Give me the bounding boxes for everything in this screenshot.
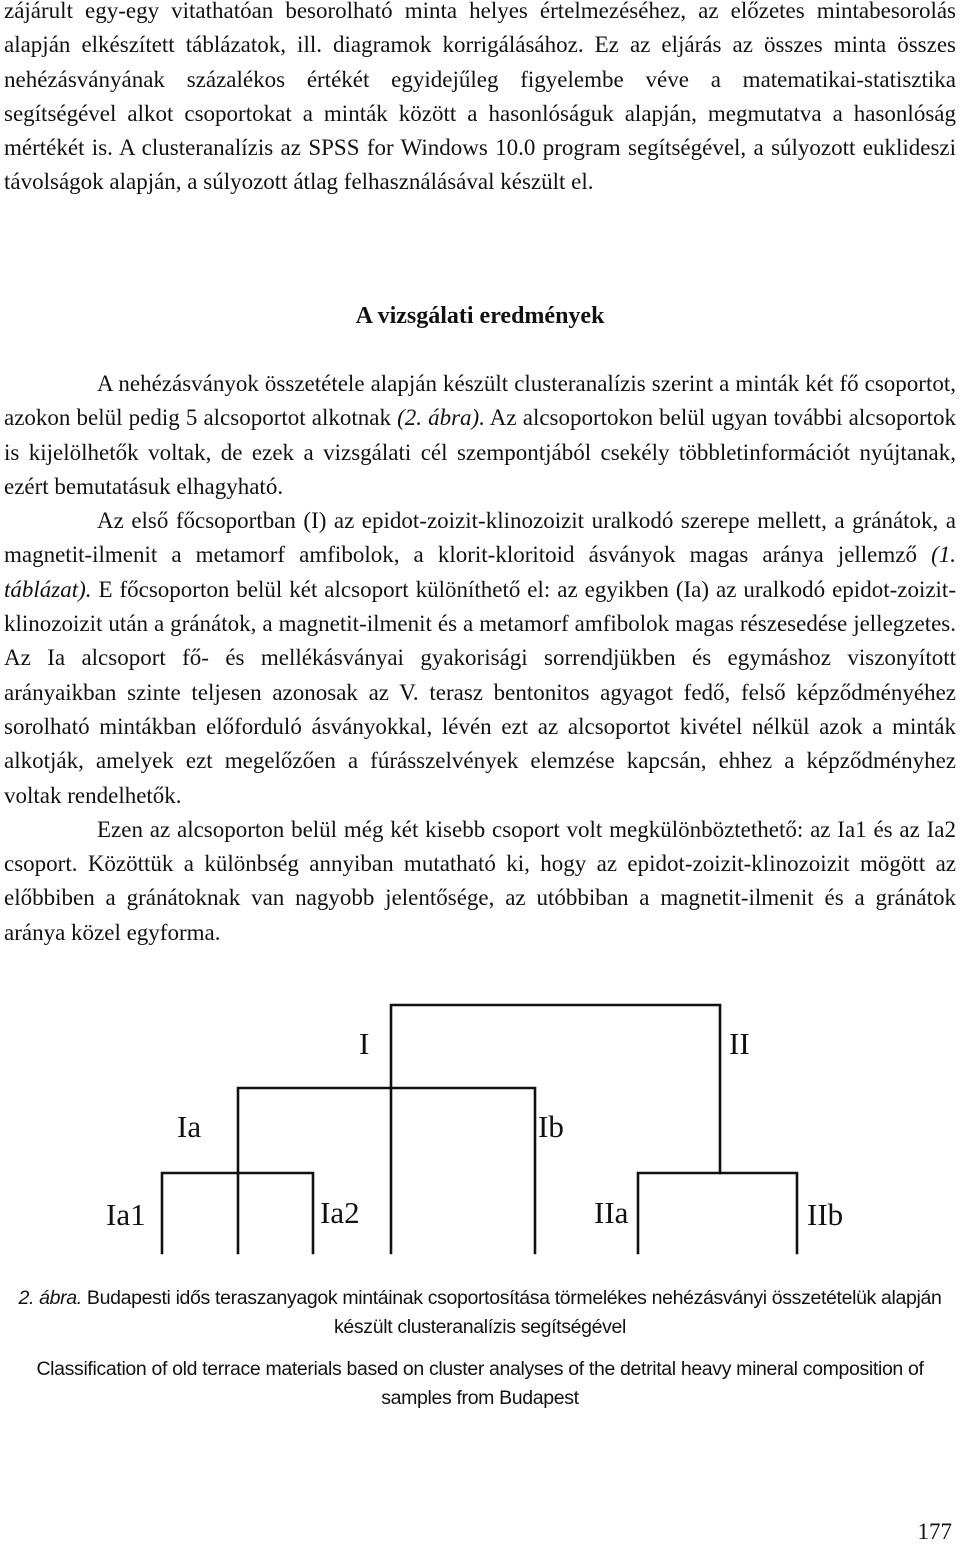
dendrogram [4,995,960,1265]
page-number: 177 [917,1519,952,1544]
paragraph-text: A nehézásványok összetétele alapján készült clusteranalízis szerint a minták két fő csoportot, azokon belül pedig 5 alcsoportot alkotnak [4,371,956,431]
dendrogram-link-i [238,1088,535,1253]
cluster-label-iib: IIb [807,1197,844,1232]
cluster-label-ib: Ib [538,1109,564,1144]
cluster-label-ia1: Ia1 [106,1197,146,1232]
cluster-label-i: I [359,1026,370,1061]
results-section [4,367,956,950]
paragraph-text: Az első főcsoportban (I) az epidot-zoizit-klinozoizit uralkodó szerepe mellett, a gránátok, a magnetit-ilmenit a metamorf amfibolok, a klorit-kloritoid ásványok magas aránya jellemző [4,508,956,568]
paragraph-text: E főcsoporton belül két alcsoport különíthető el: az egyikben (Ia) az uralkodó epidot-zoizit-klinozoizit után a gránátok, a magnetit-ilmenit és a metamorf amfibolok magas részesedése jellegzetes. Az Ia alcsoport fő- és mellékásványai gyakorisági sorrendjükben és egymáshoz viszonyított arányaikban szinte teljesen azonosak az V. terasz bentonitos agyagot fedő, felső képződményéhez sorolható mintákban előforduló ásványokkal, lévén ezt az alcsoportot kivétel nélkül azok a minták alkotják, amelyek ezt megelőzően a fúrásszelvények elemzése kapcsán, ehhez a képződményhez voltak rendelhetők. [4,576,956,808]
figure-number: 2. ábra. [18,1287,82,1309]
caption-text: Budapesti idős teraszanyagok mintáinak csoportosítása törmelékes nehézásványi összetételük alapján készült clusteranalízis segítségével [81,1287,942,1338]
intro-paragraph: zájárult egy-egy vitathatóan besorolható minta helyes értelmezéséhez, az előzetes mintabesorolás alapján elkészített táblázatok, ill. diagramok korrigálásához. Ez az eljárás az összes minta összes nehézásványának százalékos értékét egyidejűleg figyelembe véve a matematikai-statisztika segítségével alkot csoportokat a minták között a hasonlóságuk alapján, megmutatva a hasonlóság mértékét is. A clusteranalízis az SPSS for Windows 10.0 program segítségével, a súlyozott euklideszi távolságok alapján, a súlyozott átlag felhasználásával készült el. [4,0,956,195]
results-paragraph-2 [4,504,956,813]
results-paragraph-3: Ezen az alcsoporton belül még két kisebb csoport volt megkülönböztethető: az Ia1 és az Ia2 csoport. Közöttük a különbség annyiban mutatható ki, hogy az epidot-zoizit-klinozoizit mögött az előbbiben a gránátoknak van nagyobb jelentősége, az utóbbiban a magnetit-ilmenit és a gránátok aránya közel egyforma. [4,816,956,945]
dendrogram-link-ii [638,1173,797,1253]
cluster-label-iia: IIa [594,1195,629,1230]
cluster-label-ia: Ia [177,1109,202,1144]
cluster-label-ia2: Ia2 [320,1195,360,1230]
figure-caption-hungarian [4,1284,956,1342]
cluster-label-ii: II [729,1026,750,1061]
section-heading: A vizsgálati eredmények [355,303,605,329]
dendrogram-figure [4,995,960,1265]
figure-caption-english: Classification of old terrace materials based on cluster analyses of the detrital heavy mineral composition of samples from Budapest [36,1358,924,1409]
table-reference: (1. táblázat). [4,542,956,602]
results-paragraph-1 [4,367,956,504]
figure-reference: (2. ábra). [397,405,485,431]
paragraph-text: Az alcsoportokon belül ugyan további alcsoportok is kijelölhetők voltak, de ezek a vizsgálati cél szempontjából csekély többletinformációt nyújtanak, ezért bemutatásuk elhagyható. [4,405,956,499]
